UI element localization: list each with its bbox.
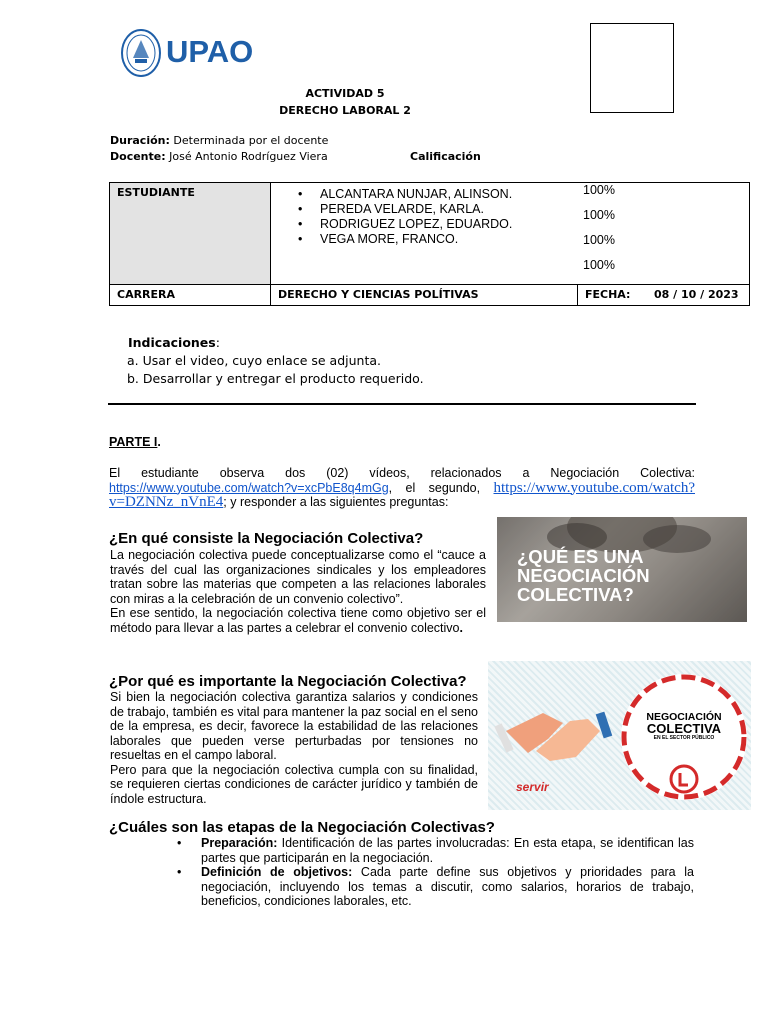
date-label: FECHA: — [585, 288, 631, 301]
student-item: • PEREDA VELARDE, KARLA. — [294, 202, 742, 217]
student-label: ESTUDIANTE — [110, 183, 271, 285]
section3-heading: ¿Cuáles son las etapas de la Negociación Colectivas? — [109, 819, 495, 836]
teacher-label: Docente: — [110, 150, 166, 163]
percentage: 100% — [583, 258, 615, 272]
negotiation-image — [497, 517, 747, 622]
student-item: • RODRIGUEZ LOPEZ, EDUARDO. — [294, 217, 742, 232]
grade-label: Calificación — [410, 150, 481, 163]
section2-paragraph-2: Pero para que la negociación colectiva cumpla con su finalidad, se requieren ciertas condiciones de carácter jurídico y también de índole estructura. — [110, 762, 478, 806]
indications-title: Indicaciones: — [128, 335, 220, 350]
date-value: 08 / 10 / 2023 — [654, 288, 739, 301]
image-badge-text: NEGOCIACIÓN COLECTIVA EN EL SECTOR PÚBLICO — [646, 711, 722, 741]
student-item: • ALCANTARA NUNJAR, ALINSON. — [294, 187, 742, 202]
image-caption: ¿QUÉ ES UNA NEGOCIACIÓN COLECTIVA? — [517, 546, 650, 605]
teacher-line — [110, 150, 328, 163]
section1-paragraph: La negociación colectiva puede conceptualizarse como el “cauce a través del cual las organizaciones sindicales y los empleadores tratan sobre las materias que competen a las relaciones laborales con miras a la celebración de un convenio colectivo”. — [110, 548, 486, 606]
students-cell — [271, 183, 750, 285]
section2-heading: ¿Por qué es importante la Negociación Colectiva? — [109, 673, 467, 690]
career-value: DERECHO Y CIENCIAS POLÍTIVAS — [271, 285, 578, 306]
part-title: PARTE I. — [109, 435, 161, 449]
section1-heading: ¿En qué consiste la Negociación Colectiva? — [109, 530, 424, 547]
date-cell — [578, 285, 750, 306]
section1-paragraph-2: En ese sentido, la negociación colectiva tiene como objetivo ser el método para llevar a las partes a celebrar el convenio colectivo. — [110, 606, 486, 635]
video-link-2[interactable]: https://www.youtube.com/watch?v=DZNNz_nVnE4 — [109, 479, 695, 510]
section2-body — [110, 690, 478, 806]
university-seal-icon — [120, 28, 162, 78]
percentage: 100% — [583, 183, 615, 197]
stage-item: • Definición de objetivos: Cada parte define sus objetivos y prioridades para la negociación, incluyendo los temas a discutir, como salarios, horarios de trabajo, beneficios, condiciones laborales, etc. — [172, 865, 694, 909]
duration-label: Duración: — [110, 134, 170, 147]
stages-list — [172, 836, 694, 909]
percentage: 100% — [583, 233, 615, 247]
percentages — [583, 178, 615, 278]
course-title: DERECHO LABORAL 2 — [279, 104, 411, 117]
activity-title: ACTIVIDAD 5 — [305, 87, 385, 100]
student-info-table — [109, 182, 750, 306]
stage-item: • Preparación: Identificación de las partes involucradas: En esta etapa, se identifican las partes que participarán en la negociación. — [172, 836, 694, 865]
part-intro: El estudiante observa dos (02) vídeos, relacionados a Negociación Colectiva: https://www.youtube.com/watch?v=xcPbE8q4mGg, el segundo, https://www.youtube.com/watch?v=DZNNz_nVnE4; y responder a las siguientes preguntas: — [109, 466, 695, 510]
public-sector-image — [488, 661, 751, 810]
section1-body — [110, 548, 486, 635]
percentage: 100% — [583, 208, 615, 222]
university-logo-text: UPAO — [166, 34, 254, 69]
duration-value: Determinada por el docente — [173, 134, 329, 147]
teacher-value: José Antonio Rodríguez Viera — [169, 150, 328, 163]
video-link-1[interactable]: https://www.youtube.com/watch?v=xcPbE8q4mGg — [109, 480, 389, 495]
section2-paragraph: Si bien la negociación colectiva garantiza salarios y condiciones de trabajo, también es vital para mantener la paz social en el seno de la empresa, es decir, favorece la estabilidad de las relaciones laborales que pueden verse perturbadas por tensiones no resueltas en el campo laboral. — [110, 690, 478, 762]
servir-logo: servir — [516, 780, 549, 794]
career-label: CARRERA — [110, 285, 271, 306]
indication-item: a. Usar el video, cuyo enlace se adjunta. — [127, 353, 381, 368]
student-list — [294, 187, 742, 247]
indication-item: b. Desarrollar y entregar el producto requerido. — [127, 371, 424, 386]
student-item: • VEGA MORE, FRANCO. — [294, 232, 742, 247]
horizontal-rule — [108, 403, 696, 405]
duration-line — [110, 134, 328, 147]
